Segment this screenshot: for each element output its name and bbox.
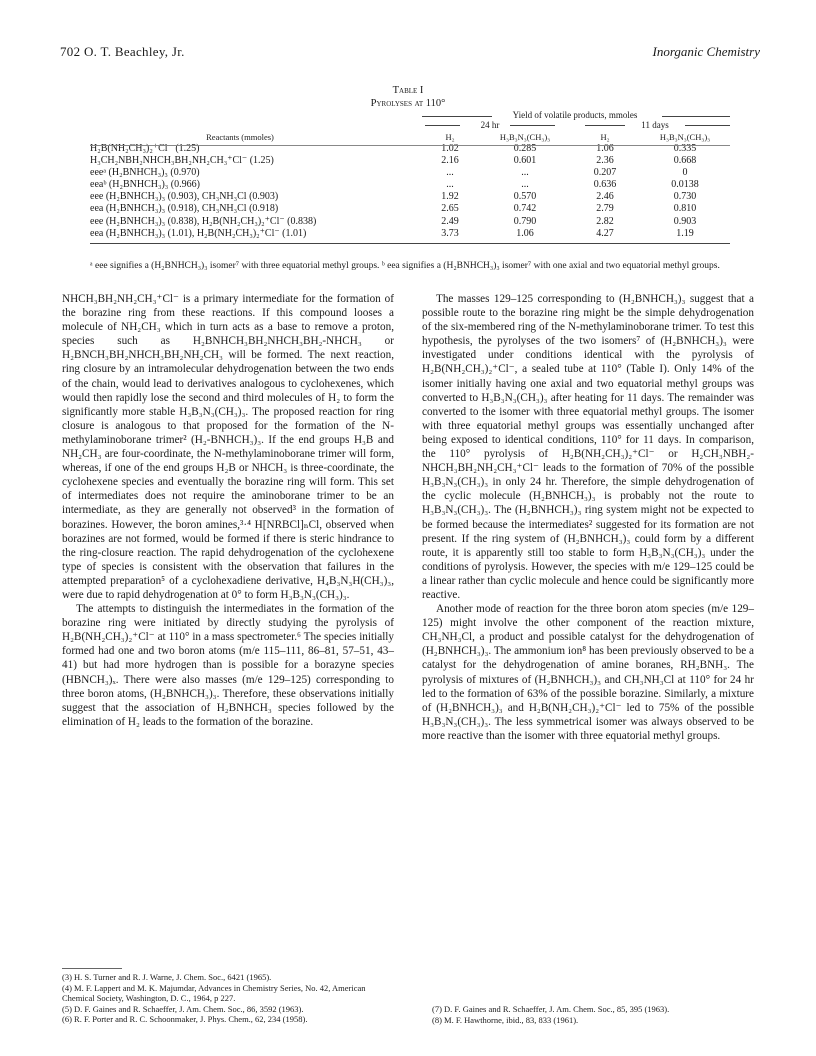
reactant-cell: eea (H₂BNHCH₃)₃ (1.01), H₂B(NH₂CH₃)₂⁺Cl⁻ (1.01) bbox=[90, 227, 307, 239]
borazine-24-cell: 0.570 bbox=[513, 191, 537, 203]
paragraph: NHCH₃BH₂NH₂CH₃⁺Cl⁻ is a primary intermediate for the formation of the borazine ring from these reactions. If this compound looses a molecule of NH₂CH₃ which in turn acts as a base to remove a proton, species such as H₂BNHCH₃BH₂NHCH₃BH₂-NHCH₃ or H₂BNCH₃BH₂NHCH₃BH₂NH₂CH₃ will be formed. The next reaction, ring closure by an intramolecular dehydrogenation between the two ends of the chain, would lead to derivatives analogous to cyclohexenes, which would then rapidly lose the second and third molecules of H₂ to form the significantly more stable H₃B₃N₃(CH₃)₃. The proposed reaction for ring closure is analogous to that proposed for the formation of the N-methylaminoborane trimer² (H₂-BNHCH₃)₃. If the end groups H₃B and NH₂CH₃ are four-coordinate, the N-methylaminoborane trimer will form, whereas, if one of the end groups H₂B or NHCH₃ is three-coordinate, the cyclohexene species and eventually the borazine ring will form. This set of intermediates does not require the aminoborane trimer to be an intermediate, as they are generally not observed³ in the formation of borazines. However, the boron amines,³·⁴ H[NRBCl]ₙCl, observed when borazines are not formed, would be formed if there is steric hindrance to the ring-closure reaction. The rapid dehydrogenation of the cyclohexene type of species is consistent with the observation that failures in the attempted preparation⁵ of a cyclohexadiene derivative, H₄B₃N₃H(CH₃)₃, were due to rapid dehydrogenation at 0° to form H₃B₃N₃(CH₃)₃. bbox=[62, 293, 394, 601]
left-column bbox=[62, 292, 394, 729]
borazine-11-cell: 0.810 bbox=[673, 203, 697, 215]
borazine-24-cell: ... bbox=[521, 167, 529, 179]
divider bbox=[662, 116, 730, 117]
yield-header bbox=[420, 110, 730, 120]
h2-24-cell: ... bbox=[446, 167, 454, 179]
header-right: Inorganic Chemistry bbox=[652, 44, 760, 59]
borazine-11-cell: 0.668 bbox=[673, 155, 697, 167]
divider bbox=[425, 125, 460, 126]
references-left bbox=[62, 972, 394, 1025]
paragraph: The attempts to distinguish the intermediates in the formation of the borazine ring were initiated by directly studying the pyrolysis of H₂B(NH₂CH₃)₂⁺Cl⁻ at 110° in a mass spectrometer.⁶ The species initially formed had one and two boron atoms (m/e 115–111, 86–81, 57–51, 43–41) but had more hydrogen than is possible for a borazyne species (HBNCH₃)ₓ. There were also masses (m/e 129–125) corresponding to three boron atoms, (H₂BNHCH₃)₃. Therefore, these observations initially suggest that the association of H₂BNHCH₃ species followed by the elimination of H₂ leads to the formation of the borazine. bbox=[62, 603, 394, 728]
column-header-h2-11: H₂ bbox=[600, 132, 610, 142]
right-column bbox=[422, 292, 754, 743]
borazine-24-cell: 0.601 bbox=[513, 155, 537, 167]
borazine-24-cell: 0.285 bbox=[513, 143, 537, 154]
h2-11-cell: 2.46 bbox=[596, 191, 614, 203]
h2-11-cell: 2.82 bbox=[596, 215, 614, 227]
table-row bbox=[90, 216, 730, 228]
reference: (4) M. F. Lappert and M. K. Majumdar, Advances in Chemistry Series, No. 42, American Chemical Society, Washington, D. C., 1964, p 227. bbox=[62, 982, 366, 1004]
reactant-cell: H₃CH₂NBH₂NHCH₃BH₂NH₂CH₃⁺Cl⁻ (1.25) bbox=[90, 155, 274, 167]
borazine-24-cell: 0.742 bbox=[513, 203, 537, 215]
table-row bbox=[90, 167, 730, 179]
column-header-borazine-24: H₃B₃N₃(CH₃)₃ bbox=[499, 132, 551, 142]
reactant-cell: eeeᵃ (H₂BNHCH₃)₃ (0.970) bbox=[90, 167, 200, 179]
reactant-cell: eee (H₂BNHCH₃)₃ (0.838), H₂B(NH₂CH₃)₂⁺Cl⁻ (0.838) bbox=[90, 215, 317, 227]
h2-24-cell: 1.92 bbox=[441, 191, 459, 203]
divider bbox=[685, 125, 730, 126]
h2-24-cell: 2.49 bbox=[441, 215, 459, 227]
h2-24-cell: 2.16 bbox=[441, 155, 459, 167]
table-caption-title: Pyrolyses at 110° bbox=[370, 98, 446, 109]
table-row bbox=[90, 155, 730, 167]
paragraph: Another mode of reaction for the three boron atom species (m/e 129–125) might involve the other component of the reaction mixture, CH₃NH₃Cl, a product and possible catalyst for the dehydrogenation of (H₂BNHCH₃)₃. The ammonium ion⁸ has been previously observed to be a catalyst for the dehydrogenation of amine boranes, RH₂BNH₃. The pyrolysis of mixtures of (H₂BNHCH₃)₃ and CH₃NH₃Cl at 110° for 24 hr led to the formation of 63% of the possible borazine. Similarly, a mixture of (H₂BNHCH₃)₃ and H₂B(NH₂CH₃)₂⁺Cl⁻ led to 75% of the possible H₃B₃N₃(CH₃)₃. The less symmetrical isomer was always observed to be more reactive than the isomer with three equatorial methyl groups. bbox=[422, 603, 754, 742]
divider bbox=[422, 116, 492, 117]
footnote-rule bbox=[62, 968, 122, 969]
column-header-reactants: Reactants (mmoles) bbox=[206, 132, 274, 142]
borazine-11-cell: 0.903 bbox=[673, 215, 697, 227]
references-right bbox=[432, 1004, 762, 1025]
divider bbox=[585, 125, 625, 126]
reference: (5) D. F. Gaines and R. Schaeffer, J. Am. Chem. Soc., 86, 3592 (1963). bbox=[62, 1003, 304, 1014]
h2-24-cell: 3.73 bbox=[441, 227, 459, 239]
borazine-24-cell: 0.790 bbox=[513, 215, 537, 227]
data-table bbox=[90, 132, 730, 240]
group-24hr: 24 hr bbox=[480, 120, 500, 130]
borazine-11-cell: 1.19 bbox=[676, 227, 694, 239]
reference: (3) H. S. Turner and R. J. Warne, J. Chem. Soc., 6421 (1965). bbox=[62, 972, 272, 982]
h2-24-cell: 1.02 bbox=[441, 143, 459, 154]
h2-24-cell: 2.65 bbox=[441, 203, 459, 215]
reactant-cell: eea (H₂BNHCH₃)₃ (0.918), CH₃NH₃Cl (0.918) bbox=[90, 203, 279, 215]
table-caption bbox=[0, 84, 816, 110]
reference: (8) M. F. Hawthorne, ibid., 83, 833 (1961). bbox=[432, 1014, 579, 1025]
reactant-cell: eee (H₂BNHCH₃)₃ (0.903), CH₃NH₃Cl (0.903) bbox=[90, 191, 279, 203]
table-row bbox=[90, 228, 730, 240]
column-header-borazine-11: H₃B₃N₃(CH₃)₃ bbox=[659, 132, 711, 142]
yield-header-text: Yield of volatile products, mmoles bbox=[512, 110, 638, 120]
borazine-11-cell: 0.0138 bbox=[671, 179, 699, 191]
reference: (7) D. F. Gaines and R. Schaeffer, J. Am. Chem. Soc., 85, 395 (1963). bbox=[432, 1004, 670, 1014]
column-header-h2-24: H₂ bbox=[445, 132, 455, 142]
h2-24-cell: ... bbox=[446, 179, 454, 191]
header-left: 702 O. T. Beachley, Jr. bbox=[60, 44, 185, 59]
paragraph: The masses 129–125 corresponding to (H₂BNHCH₃)₃ suggest that a possible route to the borazine ring might be the simple dehydrogenation of the six-membered ring of the N-methylaminoborane trimer. To test this hypothesis, the pyrolyses of the two isomers⁷ of (H₂BNHCH₃)₃ were investigated under conditions identical with the pyrolysis of H₂B(NH₂CH₃)₂⁺Cl⁻, a sealed tube at 110° (Table I). Only 14% of the isomer initially having one axial and two equatorial methyl groups was converted to H₃B₃N₃(CH₃)₃ after heating for 11 days. The remainder was converted to the isomer with three equatorial methyl groups. The isomer with three equatorial methyl groups was essentially unchanged after being exposed to identical conditions, 110° for 11 days. In comparison, the 110° pyrolysis of H₂B(NH₂CH₃)₂⁺Cl⁻ or H₂CH₃NBH₂-NHCH₃BH₂NH₂CH₃⁺Cl⁻ leads to the formation of 70% of the possible H₃B₃N₃(CH₃)₃ in only 24 hr. Therefore, the simple dehydrogenation of the cyclic molecule (H₂BNHCH₃)₃ is probably not the route to H₃B₃N₃(CH₃)₃. The (H₂BNHCH₃)₃ ring system might not be expected to be formed because the intermediates² suggested for its formation are not present. If the ring system of (H₂BNHCH₃)₃ could form by a different route, it is apparently still too stable to form H₃B₃N₃(CH₃)₃ under the conditions of pyrolysis. However, the species with m/e 129–125 could be a linear rather than cyclic molecule and hence could be significantly more reactive. bbox=[422, 293, 754, 601]
group-11days: 11 days bbox=[641, 120, 669, 130]
header-rule bbox=[90, 145, 730, 146]
divider bbox=[510, 125, 555, 126]
borazine-24-cell: 1.06 bbox=[516, 227, 534, 239]
reference: (6) R. F. Porter and R. C. Schoonmaker, J. Phys. Chem., 62, 234 (1958). bbox=[62, 1014, 308, 1025]
h2-11-cell: 2.36 bbox=[596, 155, 614, 167]
table-caption-number: Table I bbox=[392, 85, 424, 96]
borazine-24-cell: ... bbox=[521, 179, 529, 191]
table-footnote: ᵃ eee signifies a (H₂BNHCH₃)₃ isomer⁷ with three equatorial methyl groups. ᵇ eea signifies a (H₂BNHCH₃)₃ isomer⁷ with one axial and two equatorial methyl groups. bbox=[90, 261, 720, 271]
borazine-11-cell: 0.730 bbox=[673, 191, 697, 203]
borazine-11-cell: 0.335 bbox=[673, 143, 697, 154]
reactant-cell: H₂B(NH₂CH₃)₂⁺Cl⁻ (1.25) bbox=[90, 143, 200, 154]
h2-11-cell: 0.207 bbox=[593, 167, 617, 179]
table-row bbox=[90, 203, 730, 215]
h2-11-cell: 2.79 bbox=[596, 203, 614, 215]
table-bottom-rule bbox=[90, 243, 730, 244]
table-row bbox=[90, 191, 730, 203]
h2-11-cell: 1.06 bbox=[596, 143, 614, 154]
reactant-cell: eeaᵇ (H₂BNHCH₃)₃ (0.966) bbox=[90, 179, 200, 191]
borazine-11-cell: 0 bbox=[682, 167, 688, 179]
h2-11-cell: 4.27 bbox=[596, 227, 614, 239]
h2-11-cell: 0.636 bbox=[593, 179, 617, 191]
table-row bbox=[90, 179, 730, 191]
